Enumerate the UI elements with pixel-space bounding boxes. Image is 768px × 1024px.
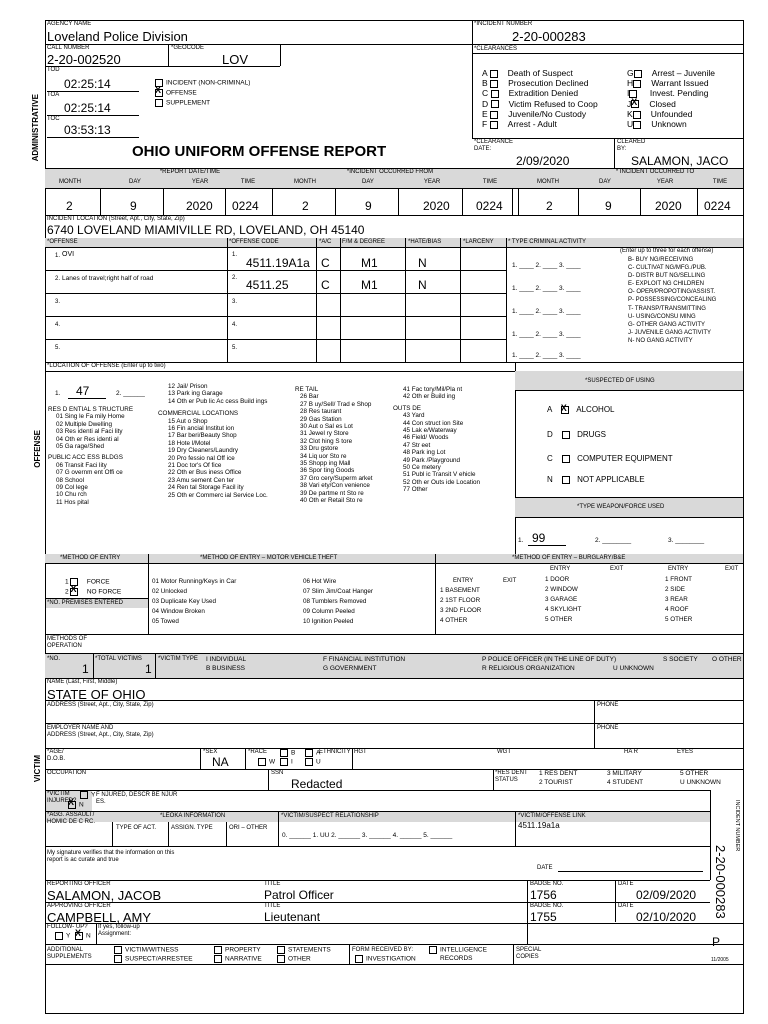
victim-no: 1 xyxy=(82,662,89,676)
approving-officer-label: APPROVING OFFICER xyxy=(47,903,111,909)
approving-badge-label: BADGE NO. xyxy=(530,903,564,909)
offense-row-5-code-num: 5. xyxy=(232,345,238,351)
victim-ethnicity-label: ETHNICITY xyxy=(319,749,351,755)
burglary-exit-label: EXIT xyxy=(503,578,517,584)
reporting-date: 02/09/2020 xyxy=(636,888,697,902)
follow-up-y[interactable]: Y xyxy=(55,932,70,941)
outside-list: 41 Fac tory/Mil/Pla nt 42 Oth er Build ing OUTS DE 43 Yard 44 Con struct ion Site 45 Lak e/Waterway 46 Field/ Woods 47 Str eet 48 Park ing Lot 49 Park /Playground 50 Ce metery 51 Publ ic Transit V ehicle 52 Oth er Outs ide Location 77 Other xyxy=(393,386,481,494)
incident-type-0[interactable]: INCIDENT (NON-CRIMINAL) xyxy=(155,79,250,88)
reporting-date-label: DATE xyxy=(618,881,634,887)
supp-intelligence[interactable]: INTELLIGENCE xyxy=(429,946,487,955)
from-year-label: YEAR xyxy=(423,179,441,185)
victim-total-label: *TOTAL VICTIMS xyxy=(95,656,142,662)
tod-value: 02:25:14 xyxy=(64,77,111,91)
resident-3[interactable]: 3 MILITARY xyxy=(607,770,642,777)
victim-wgt-label: WGT xyxy=(497,749,511,755)
geocode-label: *GEOCODE xyxy=(171,45,205,51)
weapon-prefix-1: 1. xyxy=(518,537,524,544)
clearances-label: *CLEARANCES xyxy=(474,46,518,52)
victim-race-label: *RACE xyxy=(248,749,268,755)
victim-type-unknown[interactable]: U UNKNOWN xyxy=(613,665,654,672)
criminal-note: (Enter up to three for each offense) xyxy=(620,248,714,254)
report-year: 2020 xyxy=(186,199,213,213)
geocode: LOV xyxy=(222,52,249,67)
race-b[interactable]: B xyxy=(280,749,295,758)
clearance-date-label: *CLEARANCE DATE: xyxy=(474,139,514,152)
weapon-prefix-2: 2. ________ xyxy=(595,537,632,544)
victim-hgt-label: HGT xyxy=(354,749,367,755)
victim-age-label: *AGE/ xyxy=(47,749,64,755)
leoka-type-act: TYPE OF ACT. xyxy=(116,825,157,831)
injured-y[interactable]: Y xyxy=(80,791,95,800)
sidebar-administrative: ADMINISTRATIVE xyxy=(31,94,40,162)
criminal-line-1: 1. ____ 2. ____ 3. ____ xyxy=(512,262,581,269)
incident-number-label: *INCIDENT NUMBER xyxy=(474,21,533,27)
occurred-from-header: *INCIDENT OCCURRED FROM xyxy=(346,169,434,175)
race-a[interactable]: A xyxy=(305,749,320,758)
follow-up-label: FOLLOW- UP? xyxy=(47,924,88,930)
toc-value: 03:53:13 xyxy=(64,123,111,137)
follow-up-n[interactable]: X N xyxy=(75,932,91,941)
resident-u[interactable]: U UNKNOWN xyxy=(680,779,721,786)
suspected-alcohol[interactable]: A X ALCOHOL xyxy=(547,405,614,415)
offense-row-4-code-num: 4. xyxy=(232,322,238,328)
signature-text: My signature verifies that the information on this report is ac curate and true xyxy=(47,850,175,863)
offense-row-1-ac: C xyxy=(321,256,330,270)
supp-records[interactable]: RECORDS xyxy=(440,955,473,962)
to-day: 9 xyxy=(605,199,612,213)
supp-investigation[interactable]: INVESTIGATION xyxy=(355,955,416,964)
victim-no-label: *NO. xyxy=(47,656,61,662)
from-time: 0224 xyxy=(476,199,503,213)
leoka-assign: ASSIGN. TYPE xyxy=(171,825,213,831)
tod-label: TOD xyxy=(47,67,60,73)
location-prefix-2: 2. ______ xyxy=(116,390,145,397)
from-year: 2020 xyxy=(423,199,450,213)
suspected-using-label: *SUSPECTED OF USING xyxy=(585,378,655,384)
incident-number-side-label: INCIDENT NUMBER xyxy=(734,800,740,852)
supp-narrative[interactable]: NARRATIVE xyxy=(214,955,262,964)
approving-officer: CAMPBELL, AMY xyxy=(47,910,152,925)
race-i[interactable]: I xyxy=(280,758,293,767)
criminal-codes: B- BUY NG/RECEIVING C- CULTIVAT NG/MFG./PUB. D- DISTR BUT NG/SELLING E- EXPLOIT NG CHILDREN O- OPER/PROPOTING/ASSIST. P- POSSESSING/CONCEALING T- TRANSP/TRANSMITTING U- USING/CONSU MING G- OTHER GANG ACTIVITY J- JUVENILE GANG ACTIVITY N- NO GANG ACTIVITY xyxy=(628,257,717,344)
reporting-officer-label: REPORTING OFFICER xyxy=(47,881,111,887)
criminal-line-4: 1. ____ 2. ____ 3. ____ xyxy=(512,331,581,338)
to-day-label: DAY xyxy=(599,179,611,185)
additional-supplements-label: ADDITIONAL SUPPLEMENTS xyxy=(47,947,92,960)
ac-header: *A/C xyxy=(319,239,332,245)
to-year: 2020 xyxy=(655,199,682,213)
burglary-exit-label-2: EXIT xyxy=(610,566,624,572)
offense-header: *OFFENSE xyxy=(47,239,78,245)
victim-sex-label: *SEX xyxy=(203,749,218,755)
clearances-right xyxy=(627,68,715,129)
suspected-computer[interactable]: C COMPUTER EQUIPMENT xyxy=(547,454,673,463)
burglary-exit-label-3: EXIT xyxy=(725,566,739,572)
criminal-line-5: 1. ____ 2. ____ 3. ____ xyxy=(512,352,581,359)
reporting-title-label: TITLE xyxy=(264,881,281,887)
race-u[interactable]: U xyxy=(305,758,321,767)
victim-type-government[interactable]: G GOVERNMENT xyxy=(323,665,377,672)
residential-list: RES D ENTIAL S TRUCTURE 01 Sing le Fa mily Home 02 Multiple Dwelling 03 Res identi al Faci lity 04 Oth er Res identi al 05 Ga rage/Shed PUBLIC ACC ESS BLDGS 06 Transit Faci lity 07 G overnm ent Offi ce 08 School 09 Col lege 10 Chu rch 11 Hos pital xyxy=(48,406,134,506)
criminal-line-2: 1. ____ 2. ____ 3. ____ xyxy=(512,285,581,292)
commercial-list: 12 Jail/ Prison 13 Park ing Garage 14 Oth er Pub lic Ac cess Build ings COMMERCIAL LOCATIONS 15 Aut o Shop 16 Fin ancial Institut ion 17 Bar beri/Beauty Shop 18 Hote l/Motel 19 Dry Cleaners/Laundry 20 Pro fessio nal Off ice 21 Doc tor's Of fice 22 Oth er Bus iness Office 23 Amu sement Cen ter 24 Ren tal Storage Facil ity 25 Oth er Commerc ial Service Loc. xyxy=(158,383,268,499)
follow-up-p: P xyxy=(712,935,721,949)
location-prefix-1: 1. xyxy=(55,390,61,397)
victim-address-label: ADDRESS (Street, Apt., City, State, Zip) xyxy=(47,702,154,708)
approving-title-label: TITLE xyxy=(264,903,281,909)
entry-force[interactable]: 1 FORCE xyxy=(65,578,110,586)
employer-label: EMPLOYER NAME AND xyxy=(47,725,114,731)
race-w[interactable]: W xyxy=(258,758,275,767)
victim-dob-label: D.O.B. xyxy=(47,756,66,762)
report-month: 2 xyxy=(66,199,73,213)
clearance-g[interactable]: G Arrest – Juvenile xyxy=(627,68,716,78)
call-number: 2-20-002520 xyxy=(47,52,121,67)
clearance-a[interactable]: A Death of Suspect xyxy=(482,68,573,78)
employer-phone-label: PHONE xyxy=(597,725,619,731)
report-time-label: TIME xyxy=(240,179,256,185)
supp-victim-witness[interactable]: VICTIM/WITNESS xyxy=(114,946,178,955)
motor-vehicle-col2: 06 Hot Wire 07 Slim Jim/Coat Hanger 08 Tumblers Removed 09 Column Peeled 10 Ignition Peeled xyxy=(303,578,373,625)
injured-n[interactable]: XN xyxy=(68,801,84,810)
offense-row-2-desc: Lanes of travel;right half of road xyxy=(62,275,154,282)
to-year-label: YEAR xyxy=(656,179,674,185)
burglary-col3: 1 FRONT 2 SIDE 3 REAR 4 ROOF 5 OTHER xyxy=(665,576,693,623)
supp-suspect[interactable]: SUSPECT/ARRESTEE xyxy=(114,955,193,964)
victim-type-label: *VICTIM TYPE xyxy=(158,656,198,662)
clearance-d[interactable]: D Victim Refused to Coop xyxy=(482,98,598,109)
to-time: 0224 xyxy=(704,199,731,213)
victim-injured-label: *VICTIM INJURED? xyxy=(47,791,77,804)
incident-type-2[interactable]: SUPPLEMENT xyxy=(155,99,210,108)
victim-hair-label: HA R xyxy=(624,749,639,755)
offense-row-2-code-num: 2. xyxy=(232,275,238,281)
clearance-b[interactable]: B Prosecution Declined xyxy=(482,78,589,89)
offense-row-2-num: 2. xyxy=(55,276,61,282)
supp-statements[interactable]: STATEMENTS xyxy=(277,946,331,955)
report-title: OHIO UNIFORM OFFENSE REPORT xyxy=(132,143,387,160)
resident-status-label: *RES DENT STATUS xyxy=(495,770,528,783)
reporting-officer: SALAMON, JACOB xyxy=(47,888,162,903)
sidebar-victim: VICTIM xyxy=(33,755,42,783)
weapon-prefix-3: 3. ________ xyxy=(668,537,705,544)
form-number: 11/2005 xyxy=(711,957,729,963)
clearance-u[interactable]: U Unknown xyxy=(627,119,687,130)
suspected-drugs[interactable]: D DRUGS xyxy=(547,430,607,439)
burglary-label: *METHOD OF ENTRY – BURGLARY/B&E xyxy=(512,555,626,561)
cleared-by: SALAMON, JACO xyxy=(631,154,729,168)
from-day-label: DAY xyxy=(362,179,374,185)
victim-sex: NA xyxy=(212,755,229,769)
victim-total: 1 xyxy=(145,662,152,676)
criminal-activity-header: * TYPE CRIMINAL ACTIVITY xyxy=(508,239,587,245)
clearance-f[interactable]: F Arrest - Adult xyxy=(482,119,557,130)
reporting-title: Patrol Officer xyxy=(264,888,334,902)
victim-type-individual[interactable]: I INDIVIDUAL xyxy=(206,656,247,663)
burglary-entry-label-3: ENTRY xyxy=(668,566,689,572)
from-month: 2 xyxy=(302,199,309,213)
clearance-j[interactable]: JX Closed xyxy=(627,99,715,109)
sidebar-offense: OFFENSE xyxy=(33,430,42,468)
burglary-col2: 1 DOOR 2 WINDOW 3 GARAGE 4 SKYLIGHT 5 OTHER xyxy=(545,576,582,623)
offense-row-2-degree: M1 xyxy=(361,278,378,292)
offense-row-3-code-num: 3. xyxy=(232,299,238,305)
victim-type-society[interactable]: S SOCIETY xyxy=(663,656,698,663)
motor-vehicle-label: *METHOD OF ENTRY – MOTOR VEHICLE THEFT xyxy=(200,555,338,561)
report-year-label: YEAR xyxy=(191,179,209,185)
leoka-ori: ORI – OTHER xyxy=(229,825,268,831)
incident-type-1[interactable]: XOFFENSE xyxy=(155,89,197,98)
from-month-label: MONTH xyxy=(294,179,316,185)
to-time-label: TIME xyxy=(712,179,728,185)
offense-row-2-hate: N xyxy=(418,278,427,292)
clearance-h[interactable]: H Warrant Issued xyxy=(627,78,709,89)
employer-address-label: ADDRESS (Street, Apt., City, State, Zip) xyxy=(47,732,154,738)
occurred-to-header: * INCIDENT OCCURRED TO xyxy=(615,169,695,175)
offense-row-1-hate: N xyxy=(418,256,427,270)
to-month: 2 xyxy=(546,199,553,213)
offense-row-4-num: 4. xyxy=(55,322,61,328)
victim-phone-label: PHONE xyxy=(597,702,619,708)
entry-no-force[interactable]: 2 X NO FORCE xyxy=(65,588,121,597)
criminal-line-3: 1. ____ 2. ____ 3. ____ xyxy=(512,308,581,315)
fm-degree-header: F/M & DEGREE xyxy=(342,239,386,245)
incident-number: 2-20-000283 xyxy=(512,29,586,44)
weapon-value: 99 xyxy=(532,531,546,545)
report-datetime-header: *REPORT DATE/TIME xyxy=(159,169,221,175)
location-of-offense-label: *LOCATION OF OFFENSE (Enter up to two) xyxy=(47,363,166,369)
injuries-label: F NJURED, DESCR BE NJUR ES. xyxy=(96,792,178,805)
offense-row-5-num: 5. xyxy=(55,345,61,351)
call-number-label: CALL NUMBER xyxy=(47,45,90,51)
offense-link-value: 4511.19a1a xyxy=(518,821,560,830)
victim-occupation-label: OCCUPATION xyxy=(47,770,87,776)
agency-name-label: AGENCY NAME xyxy=(47,21,92,27)
clearance-k[interactable]: K Unfounded xyxy=(627,108,693,119)
leoka-label: *LEOKA INFORMATION xyxy=(160,813,226,819)
approving-date-label: DATE xyxy=(618,903,634,909)
victim-ssn: Redacted xyxy=(291,777,343,791)
suspected-na[interactable]: N NOT APPLICABLE xyxy=(547,475,645,484)
offense-row-1-desc: OVI xyxy=(62,251,75,258)
victim-type-business[interactable]: B BUSINESS xyxy=(206,665,246,672)
offense-link-label: *VICTIM/OFFENSE LINK xyxy=(518,813,586,819)
offense-row-1-code: 4511.19A1a xyxy=(246,256,310,270)
burglary-entry-label: ENTRY xyxy=(453,578,474,584)
victim-type-police[interactable]: P POLICE OFFICER (IN THE LINE OF DUTY) xyxy=(482,656,617,663)
report-time: 0224 xyxy=(232,199,259,213)
weapon-label: *TYPE WEAPON/FORCE USED xyxy=(577,504,665,510)
offense-row-2-ac: C xyxy=(321,278,330,292)
from-day: 9 xyxy=(365,199,372,213)
follow-up-assignment: If yes, follow-up Assignment: xyxy=(98,924,140,937)
clearances-left xyxy=(482,68,598,129)
signature-date-label: DATE xyxy=(537,865,553,871)
approving-date: 02/10/2020 xyxy=(636,910,697,924)
reporting-badge-label: BADGE NO. xyxy=(530,881,564,887)
approving-badge: 1755 xyxy=(530,910,557,924)
report-day: 9 xyxy=(130,199,137,213)
premises-entered-label: *NO. PREMISES ENTERED xyxy=(47,600,124,606)
relationship-line: 0. ______ 1. UU 2. ______ 3. ______ 4. ______ 5. ______ xyxy=(282,832,453,839)
resident-5[interactable]: 5 OTHER xyxy=(680,770,709,777)
report-month-label: MONTH xyxy=(59,179,81,185)
clearance-e[interactable]: E Juvenile/No Custody xyxy=(482,108,587,119)
cleared-by-label: CLEARED BY: xyxy=(617,139,646,152)
to-month-label: MONTH xyxy=(537,179,559,185)
supp-property[interactable]: PROPERTY xyxy=(214,946,261,955)
incident-location: 6740 LOVELAND MIAMIVILLE RD, LOVELAND, OH 45140 xyxy=(47,223,365,237)
offense-row-2-code: 4511.25 xyxy=(246,278,289,292)
motor-vehicle-col1: 01 Motor Running/Keys in Car 02 Unlocked 03 Duplicate Key Used 04 Window Broken 05 Towed xyxy=(152,578,237,625)
victim-name: STATE OF OHIO xyxy=(47,687,146,702)
resident-2[interactable]: 2 TOURIST xyxy=(539,779,573,786)
supp-other[interactable]: OTHER xyxy=(277,955,311,964)
burglary-entry-label-2: ENTRY xyxy=(550,566,571,572)
victim-type-other[interactable]: O OTHER xyxy=(712,656,742,663)
form-received-label: FORM RECEIVED BY: xyxy=(352,947,414,953)
offense-row-1-code-num: 1. xyxy=(232,252,238,258)
from-time-label: TIME xyxy=(482,179,498,185)
relationship-label: *VICTIM/SUSPECT RELATIONSHIP xyxy=(281,813,379,819)
location-value-1: 47 xyxy=(76,384,90,398)
offense-code-header: *OFFENSE CODE xyxy=(229,239,279,245)
toa-label: TOA xyxy=(47,92,60,98)
incident-location-label: INCIDENT LOCATION (Street, Apt., City, State, Zip) xyxy=(47,216,185,222)
larceny-header: *LARCENY xyxy=(463,239,494,245)
hate-bias-header: *HATE/BIAS xyxy=(408,239,442,245)
clearance-i[interactable]: I Invest. Pending xyxy=(627,88,709,99)
clearance-c[interactable]: C Extradition Denied xyxy=(482,88,579,99)
clearance-date: 2/09/2020 xyxy=(516,154,570,168)
victim-type-religious[interactable]: R RELIGIOUS ORGANIZATION xyxy=(482,665,575,672)
offense-row-1-degree: M1 xyxy=(361,256,378,270)
agg-assault-label: *AGG. ASSAULT/ HOMIC DE C RC. xyxy=(47,812,95,825)
toa-value: 02:25:14 xyxy=(64,101,111,115)
agency-name: Loveland Police Division xyxy=(47,29,188,44)
retail-list: RE TAIL 26 Bar 27 B uy/Sell/ Trad e Shop 28 Res taurant 29 Gas Station 30 Aut o Sal es Lot 31 Jewel ry Store 32 Clot hing S tore 33 Dru gstore 34 Liq uor Sto re 35 Shopp ing Mall 36 Spor ting Goods 37 Gro cery/Superm arket 38 Vari ety/Con venience 39 De partme nt Sto re 40 Oth er Retail Sto re xyxy=(295,386,373,505)
offense-row-3-num: 3. xyxy=(55,299,61,305)
offense-row-1-num: 1. xyxy=(55,253,61,259)
victim-eyes-label: EYES xyxy=(677,749,694,755)
resident-4[interactable]: 4 STUDENT xyxy=(607,779,644,786)
victim-ssn-label: SSN xyxy=(271,770,284,776)
methods-operation-label: METHODS OF OPERATION xyxy=(47,636,87,649)
toc-label: TOC xyxy=(47,116,60,122)
special-copies-label: SPECIAL COPIES xyxy=(516,947,542,960)
burglary-col1: 1 BASEMENT 2 1ST FLOOR 3 2ND FLOOR 4 OTHER xyxy=(440,587,482,624)
report-day-label: DAY xyxy=(129,179,141,185)
approving-title: Lieutenant xyxy=(264,910,321,924)
method-entry-label: *METHOD OF ENTRY xyxy=(60,555,121,561)
resident-1[interactable]: 1 RES DENT xyxy=(539,770,578,777)
victim-type-financial[interactable]: F FINANCIAL INSTITUTION xyxy=(323,656,406,663)
victim-name-label: NAME (Last, First, Middle) xyxy=(47,679,118,685)
incident-number-side: 2-20-000283 xyxy=(713,845,728,919)
reporting-badge: 1756 xyxy=(530,888,557,902)
